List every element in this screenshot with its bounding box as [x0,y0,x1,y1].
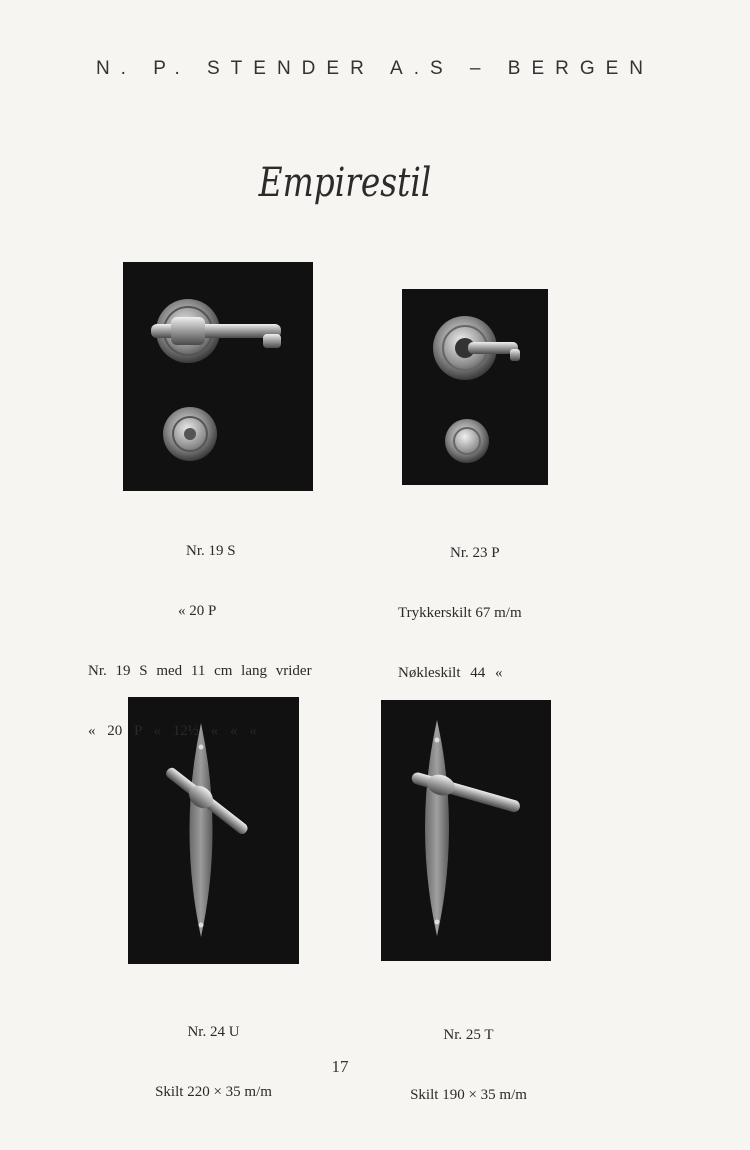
caption-line: Nr. 19 S med 11 cm lang vrider [88,663,312,679]
caption-line: Nr. 19 S [186,543,236,559]
page-title: Empirestil [258,160,432,206]
caption-line: Skilt 220 × 35 m/m [155,1084,272,1100]
page-header: N. P. STENDER A.S – BERGEN [95,58,655,79]
caption-line: Nr. 25 T [443,1027,494,1043]
page-number: 17 [331,1057,349,1076]
caption-19s [88,501,358,781]
caption-line: Nr. 23 P [450,545,500,561]
caption-line: « 20 P « 12½ « « « [88,723,257,739]
photo-handle-19s [123,262,313,491]
caption-line: Nøkleskilt 44 « [398,665,503,681]
caption-line: Nr. 24 U [187,1024,240,1040]
caption-line: « 20 P [178,603,217,619]
caption-line: Skilt 190 × 35 m/m [410,1087,527,1103]
caption-line: Trykkerskilt 67 m/m [398,605,522,621]
photo-handle-23p [402,289,548,485]
caption-23p [398,503,568,723]
photo-handle-25t [381,700,551,961]
